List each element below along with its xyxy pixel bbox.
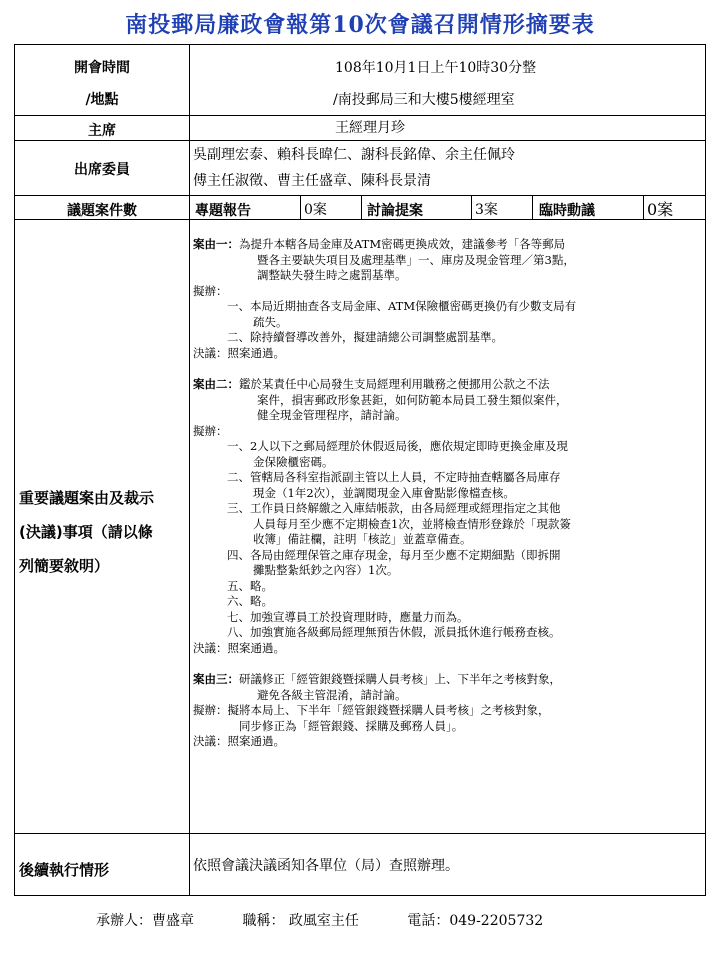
column-divider [300,195,301,219]
important-issues-label: (決議)事項（請以條 [19,523,153,541]
case-text: 案件，損害郵政形象甚鉅，如何防範本局員工發生類似案件， [257,392,568,407]
plan-item: 現金（1年2次），並調閱現金入庫會點影像檔查核。 [253,485,515,500]
plan-item: 同步修正為「經管銀錢、採購及郵務人員」。 [239,718,464,733]
case-text: 暨各主要缺失項目及處理基準」一、庫房及現金管理／第3點， [257,252,575,267]
case-heading: 案由三： [193,672,239,686]
case-heading: 案由一： [193,237,239,251]
case-text: 避免各級主管混淆，請討論。 [257,687,407,702]
case-text: 健全現金管理程序，請討論。 [257,408,407,422]
summary-table [14,44,706,896]
column-divider [471,195,472,219]
row-divider [15,833,705,834]
plan-item: 收簿」備註欄，註明「核訖」並蓋章備查。 [253,532,472,546]
case-item: 案由二：鑑於某責任中心局發生支局經理利用職務之便挪用公款之不法 [193,377,550,391]
discussion-count: 3案 [475,202,498,218]
plan-item: 人員每月至少應不定期檢查1次，並將檢查情形登錄於「現款簽 [253,516,571,531]
chair-value: 王經理月珍 [335,120,405,136]
case-item: 案由一：為提升本轄各局金庫及ATM密碼更換成效，建議參考「各等郵局 [193,237,566,251]
resolution: 決議：照案通過。 [193,640,285,655]
resolution: 決議：照案通過。 [193,345,285,360]
plan-item: 四、各局由經理保管之庫存現金，每月至少應不定期細點（即拆開 [227,547,561,562]
plan-item: 一、2人以下之郵局經理於休假返局後，應依規定即時更換金庫及現 [227,439,568,453]
chair-label: 主席 [88,123,116,139]
footer [96,910,587,930]
plan-item: 七、加強宣導員工於投資理財時，應量力而為。 [227,609,469,624]
followup-label: 後續執行情形 [19,861,110,879]
plan-item: 金保險櫃密碼。 [253,454,334,469]
case-heading: 案由二： [193,377,239,391]
plan-label: 擬辦： [193,283,228,298]
page-title: 南投郵局廉政會報第10次會議召開情形摘要表 [125,12,595,38]
column-divider [532,195,533,219]
case-text: 調整缺失發生時之處罰基準。 [257,268,407,282]
attendees-line: 傅主任淑徵、曹主任盛章、陳科長景清 [193,173,431,189]
column-divider [361,195,362,219]
meeting-place-label: /地點 [85,92,119,108]
column-divider [189,45,190,895]
plan-item: 攤點整紮紙鈔之內容）1次。 [253,563,399,577]
meeting-place-value: /南投郵局三和大樓5樓經理室 [333,92,515,108]
attendees-line: 吳副理宏泰、賴科長暐仁、謝科長銘偉、余主任佩玲 [193,147,515,163]
phone: 電話：049-2205732 [407,913,544,929]
adhoc-count: 0案 [647,200,674,219]
plan-item: 二、除持續督導改善外，擬建請總公司調整處罰基準。 [227,330,503,344]
row-divider [15,140,705,141]
plan-item: 一、本局近期抽查各支局金庫、ATM保險櫃密碼更換仍有少數支局有 [227,299,577,313]
attendees-label: 出席委員 [74,162,130,178]
row-divider [15,195,705,196]
plan-item: 五、略。 [227,578,273,593]
plan-item: 三、工作員日終解繳之入庫結帳款，由各局經理或經理指定之其他 [227,501,561,515]
report-count: 0案 [304,202,327,218]
resolutions-content [193,237,703,750]
plan-item: 擬辦：擬將本局上、下半年「經管銀錢暨採購人員考核」之考核對象， [193,703,550,717]
adhoc-label: 臨時動議 [539,203,595,219]
important-issues-label: 列簡要敘明） [19,557,110,575]
plan-item: 八、加強實施各級郵局經理無預告休假，派員抵休進行帳務查核。 [227,625,561,639]
plan-item: 疏失。 [253,314,288,329]
case-count-label: 議題案件數 [67,203,137,219]
meeting-time-value: 108年10月1日上午10時30分整 [335,60,537,76]
position: 職稱： 政風室主任 [242,913,359,929]
meeting-time-label: 開會時間 [74,60,130,76]
important-issues-label: 重要議題案由及裁示 [19,489,155,507]
handler: 承辦人：曹盛章 [96,913,194,929]
report-label: 專題報告 [195,203,251,219]
case-item: 案由三：研議修正「經管銀錢暨採購人員考核」上、下半年之考核對象， [193,672,561,686]
row-divider [15,115,705,116]
plan-item: 六、略。 [227,594,273,608]
column-divider [643,195,644,219]
plan-item: 二、管轄局各科室指派副主管以上人員，不定時抽查轄屬各局庫存 [227,470,561,484]
resolution: 決議：照案通過。 [193,734,285,748]
followup-value: 依照會議決議函知各單位（局）查照辦理。 [193,858,459,874]
discussion-label: 討論提案 [367,203,423,219]
plan-label: 擬辦： [193,423,228,438]
